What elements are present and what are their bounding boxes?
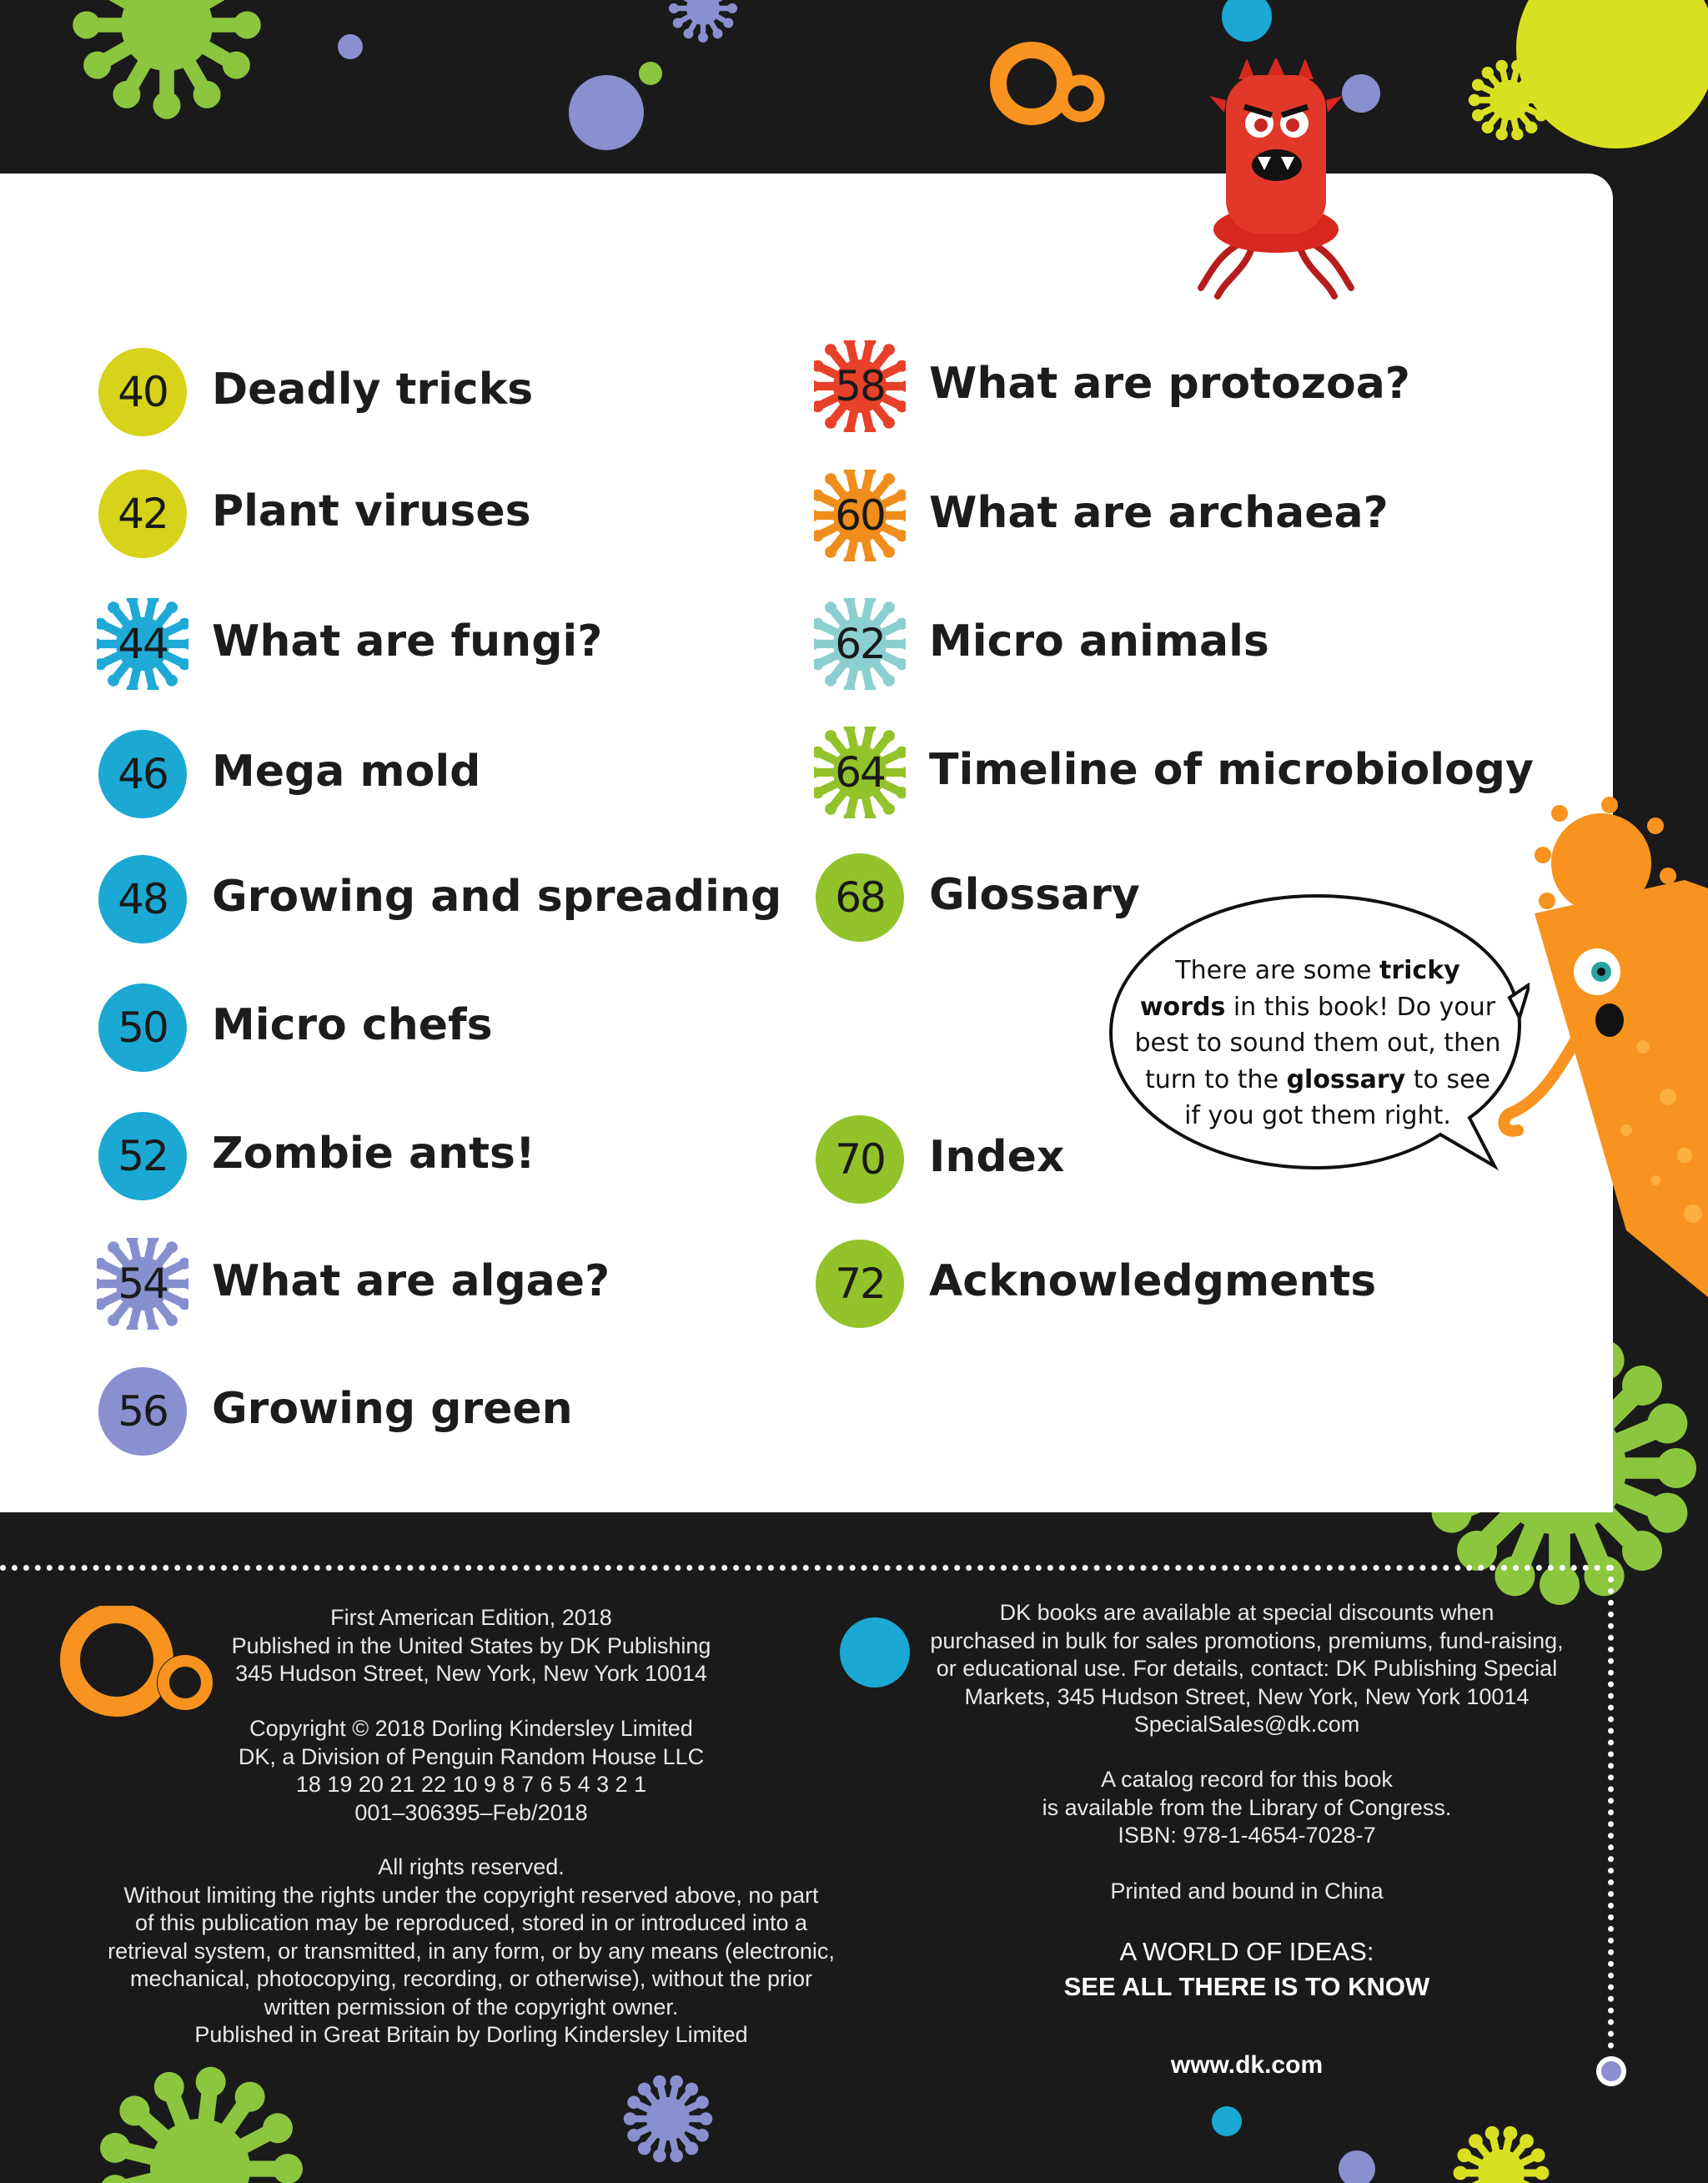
toc-title: Mega mold (212, 747, 481, 797)
page-badge (97, 468, 188, 560)
red-microbe-mascot-icon (1168, 58, 1384, 300)
toc-title: Deadly tricks (212, 365, 534, 415)
speech-bubble-text (1126, 953, 1510, 1134)
special-sales-info: DK books are available at special discounts when purchased in bulk for sales promotions, premiums, fund-raising, or educational use. For details, contact: DK Publishing Special Markets, 345 Hudson Street, New York, New York 10014 SpecialSales@dk.com (930, 1600, 1564, 1737)
toc-entry[interactable] (97, 728, 681, 820)
page-number: 72 (835, 1260, 885, 1308)
slogan-line-2: SEE ALL THERE IS TO KNOW (1063, 1972, 1430, 2001)
page-badge (814, 727, 906, 818)
toc-entry[interactable] (814, 340, 1464, 432)
toc-title: Growing and spreading (212, 872, 782, 922)
slogan-line-1: A WORLD OF IDEAS: (1119, 1937, 1374, 1966)
dotted-divider (0, 1565, 1613, 1571)
bubble-text-bold: tricky (1379, 956, 1460, 985)
bubble-text-part: in this book! Do your (1225, 992, 1496, 1022)
page-number: 60 (835, 491, 885, 540)
page-badge (97, 1366, 188, 1457)
bubble-text-part: There are some (1175, 956, 1379, 985)
bubble-text-part: to see (1405, 1064, 1490, 1094)
page-badge (97, 728, 188, 820)
bubble-text-line: if you got them right. (1184, 1101, 1451, 1130)
toc-title: What are fungi? (212, 616, 603, 666)
page-badge (97, 1110, 188, 1202)
page-number: 40 (118, 368, 168, 416)
toc-title: Micro chefs (212, 1000, 493, 1050)
page-number: 48 (118, 875, 168, 923)
page-number: 52 (118, 1132, 168, 1180)
page-number: 42 (118, 490, 168, 538)
toc-title: Glossary (929, 870, 1140, 920)
catalog-info: A catalog record for this book is available from the Library of Congress. ISBN: 978-1-4654-7028-7 (1042, 1767, 1452, 1848)
toc-entry[interactable] (814, 470, 1464, 561)
page-badge (814, 1238, 906, 1330)
page-badge (814, 1114, 906, 1205)
toc-title: Acknowledgments (929, 1256, 1377, 1306)
page-badge (97, 1238, 188, 1330)
toc-entry[interactable] (814, 727, 1534, 818)
page-number: 44 (118, 620, 168, 668)
page-number: 56 (118, 1387, 168, 1436)
toc-entry[interactable] (97, 1366, 681, 1457)
toc-entry[interactable] (97, 468, 681, 560)
copyright-info: Copyright © 2018 Dorling Kindersley Limited DK, a Division of Penguin Random House LLC 18 19 20 21 22 10 9 8 7 6 5 4 3 2 1 001–306395–Feb/2018 (238, 1716, 705, 1825)
page-badge (814, 340, 906, 432)
rights-notice: All rights reserved. Without limiting the rights under the copyright reserved above, no part of this publication may be reproduced, stored in or introduced into a retrieval system, or transmitted, in any form, or by any means (electronic, mechanical, photocopying, recording, or otherwise), without the prior written permission of the copyright owner. Published in Great Britain by Dorling Kindersley Limited (108, 1854, 835, 2047)
page-badge (814, 852, 906, 943)
toc-title: Growing green (212, 1384, 573, 1434)
page-number: 58 (835, 362, 885, 410)
toc-entry[interactable] (97, 1110, 681, 1202)
toc-entry[interactable] (97, 982, 681, 1074)
printed-info: Printed and bound in China (1110, 1879, 1384, 1904)
bubble-text-bold: glossary (1286, 1064, 1406, 1094)
bubble-text-part: turn to the (1145, 1064, 1287, 1094)
bubble-text-bold: words (1139, 992, 1226, 1022)
page-badge (814, 598, 906, 690)
toc-title: Index (929, 1132, 1065, 1182)
website-link[interactable]: www.dk.com (1170, 2051, 1324, 2079)
page-number: 70 (835, 1135, 885, 1184)
page-number: 68 (835, 873, 885, 922)
page-number: 46 (118, 750, 168, 798)
dotted-divider-vertical (1608, 1565, 1614, 2049)
page-badge (97, 346, 188, 438)
toc-title: Zombie ants! (212, 1129, 535, 1179)
toc-entry[interactable] (814, 1238, 1398, 1330)
bubble-text-line: best to sound them out, then (1134, 1029, 1501, 1058)
toc-title: Micro animals (929, 616, 1269, 666)
page-number: 64 (835, 748, 885, 797)
toc-entry[interactable] (97, 346, 681, 438)
page-number: 62 (835, 620, 885, 668)
toc-entry[interactable] (97, 598, 681, 690)
toc-entry[interactable] (97, 1238, 681, 1330)
page-badge (97, 598, 188, 690)
edition-info: First American Edition, 2018 Published in the United States by DK Publishing 345 Hudson Street, New York, New York 10014 (231, 1605, 711, 1686)
page-number: 54 (118, 1260, 168, 1308)
toc-entry[interactable] (97, 853, 782, 945)
page-number: 50 (118, 1003, 168, 1052)
toc-title: Plant viruses (212, 486, 531, 536)
toc-title: What are protozoa? (929, 359, 1410, 409)
page-badge (814, 470, 906, 561)
ring-end-icon (1595, 2055, 1628, 2088)
toc-title: What are algae? (212, 1256, 610, 1306)
page-badge (97, 982, 188, 1074)
page-badge (97, 853, 188, 945)
toc-entry[interactable] (814, 598, 1464, 690)
toc-title: Timeline of microbiology (929, 745, 1534, 795)
toc-title: What are archaea? (929, 488, 1389, 538)
